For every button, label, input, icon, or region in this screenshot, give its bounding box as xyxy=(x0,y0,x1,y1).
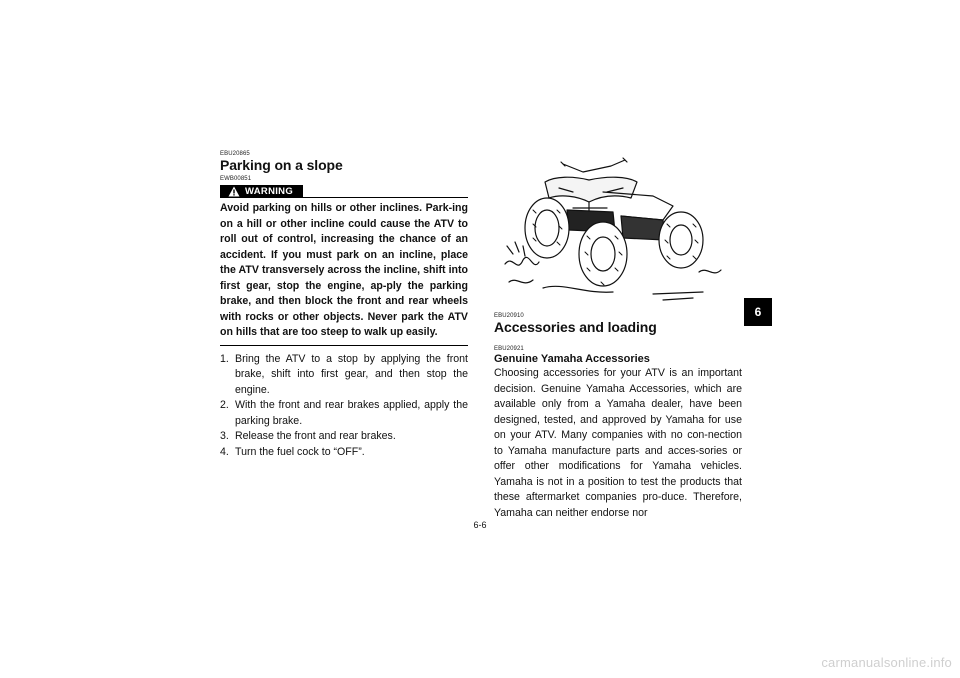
list-item: 3. Release the front and rear brakes. xyxy=(220,430,396,442)
list-item: 2. With the front and rear brakes applied, apply the parking brake. xyxy=(220,399,468,427)
warning-header xyxy=(220,185,468,200)
body-paragraph: Choosing accessories for your ATV is an important decision. Genuine Yamaha Accessories, which are available only from a Yamaha dealer, have been designed, tested, and approved by Yamaha for use on your ATV. Many companies with no con-nection to Yamaha manufacture parts and acces-sories or offer other modifications for Yamaha vehicles. Yamaha is not in a position to test the products that these aftermarket companies pro-duce. Therefore, Yamaha can neither endorse nor xyxy=(494,367,742,519)
watermark: carmanualsonline.info xyxy=(821,655,952,670)
warning-label: WARNING xyxy=(245,186,294,197)
warning-text: Avoid parking on hills or other inclines. Park-ing on a hill or other incline could cause the ATV to roll out of control, increasing the chance of an accident. If you must park on an incline, place the ATV transversely across the incline, shift into first gear, stop the engine, ap-ply the parking brake, and then block the front and rear wheels with rocks or other objects. Never park the ATV on hills that are too steep to walk up easily. xyxy=(220,202,468,338)
warning-triangle-icon xyxy=(228,186,240,197)
step-list xyxy=(220,352,468,461)
atv-illustration xyxy=(503,154,723,302)
chapter-tab: 6 xyxy=(744,298,772,326)
left-column xyxy=(220,150,468,460)
warning-rule xyxy=(303,197,468,198)
page-number: 6-6 xyxy=(473,520,487,530)
subsection-title: Genuine Yamaha Accessories xyxy=(494,353,650,365)
warning-end-rule xyxy=(220,345,468,346)
right-column xyxy=(494,312,742,521)
section-title: Parking on a slope xyxy=(220,157,343,173)
list-item: 1. Bring the ATV to a stop by applying the front brake, shift into first gear, and then stop the engine. xyxy=(220,352,468,396)
list-item: 4. Turn the fuel cock to “OFF”. xyxy=(220,445,365,458)
section-code: EBU20865 xyxy=(220,151,250,157)
section-code: EBU20910 xyxy=(494,313,524,319)
subsection-code: EBU20921 xyxy=(494,346,524,352)
warning-badge xyxy=(220,185,303,198)
warning-code: EWB00851 xyxy=(220,176,252,182)
section-title: Accessories and loading xyxy=(494,319,657,335)
